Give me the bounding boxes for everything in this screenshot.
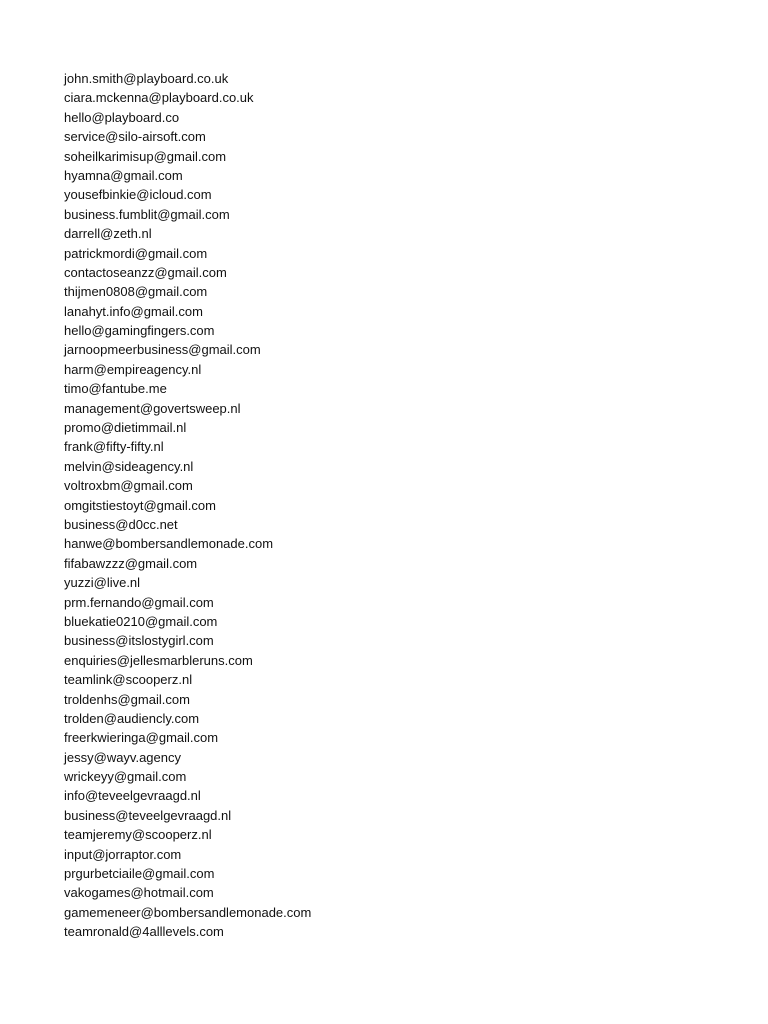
email-item: troldenhs@gmail.com [64, 691, 190, 707]
email-item: lanahyt.info@gmail.com [64, 303, 203, 319]
email-item: omgitstiestoyt@gmail.com [64, 497, 216, 513]
email-item: fifabawzzz@gmail.com [64, 555, 198, 571]
email-item: business@itslostygirl.com [64, 633, 214, 649]
email-item: hyamna@gmail.com [64, 167, 183, 183]
email-item: business@d0cc.net [64, 516, 178, 532]
email-item: thijmen0808@gmail.com [64, 284, 208, 300]
email-item: frank@fifty-fifty.nl [64, 439, 164, 455]
email-item: business.fumblit@gmail.com [64, 206, 230, 222]
email-item: harm@empireagency.nl [64, 361, 202, 377]
email-item: hello@gamingfingers.com [64, 323, 215, 339]
email-item: darrell@zeth.nl [64, 226, 152, 242]
email-list [64, 69, 311, 942]
email-item: service@silo-airsoft.com [64, 129, 206, 145]
email-item: timo@fantube.me [64, 381, 167, 397]
email-item: jessy@wayv.agency [64, 749, 181, 765]
email-item: freerkwieringa@gmail.com [64, 730, 219, 746]
email-item: vakogames@hotmail.com [64, 885, 214, 901]
email-item: input@jorraptor.com [64, 846, 182, 862]
email-item: management@govertsweep.nl [64, 400, 241, 416]
email-item: trolden@audiencly.com [64, 710, 200, 726]
email-item: info@teveelgevraagd.nl [64, 788, 201, 804]
email-item: wrickeyy@gmail.com [64, 769, 187, 785]
email-item: hanwe@bombersandlemonade.com [64, 536, 274, 552]
email-item: promo@dietimmail.nl [64, 420, 187, 436]
email-item: enquiries@jellesmarbleruns.com [64, 652, 253, 668]
email-item: melvin@sideagency.nl [64, 458, 194, 474]
email-item: teamlink@scooperz.nl [64, 672, 193, 688]
email-item: teamronald@4alllevels.com [64, 924, 224, 940]
email-item: yuzzi@live.nl [64, 575, 141, 591]
email-item: teamjeremy@scooperz.nl [64, 827, 212, 843]
email-item: gamemeneer@bombersandlemonade.com [64, 904, 312, 920]
email-item: voltroxbm@gmail.com [64, 478, 193, 494]
email-item: ciara.mckenna@playboard.co.uk [64, 90, 254, 106]
email-item: bluekatie0210@gmail.com [64, 613, 218, 629]
email-item: contactoseanzz@gmail.com [64, 264, 227, 280]
email-item: jarnoopmeerbusiness@gmail.com [64, 342, 261, 358]
email-item: prgurbetciaile@gmail.com [64, 866, 215, 882]
email-item: yousefbinkie@icloud.com [64, 187, 212, 203]
email-item: patrickmordi@gmail.com [64, 245, 208, 261]
email-item: prm.fernando@gmail.com [64, 594, 214, 610]
email-item: john.smith@playboard.co.uk [64, 71, 229, 86]
email-item: soheilkarimisup@gmail.com [64, 148, 227, 164]
email-item: business@teveelgevraagd.nl [64, 807, 232, 823]
email-item: hello@playboard.co [64, 109, 180, 125]
